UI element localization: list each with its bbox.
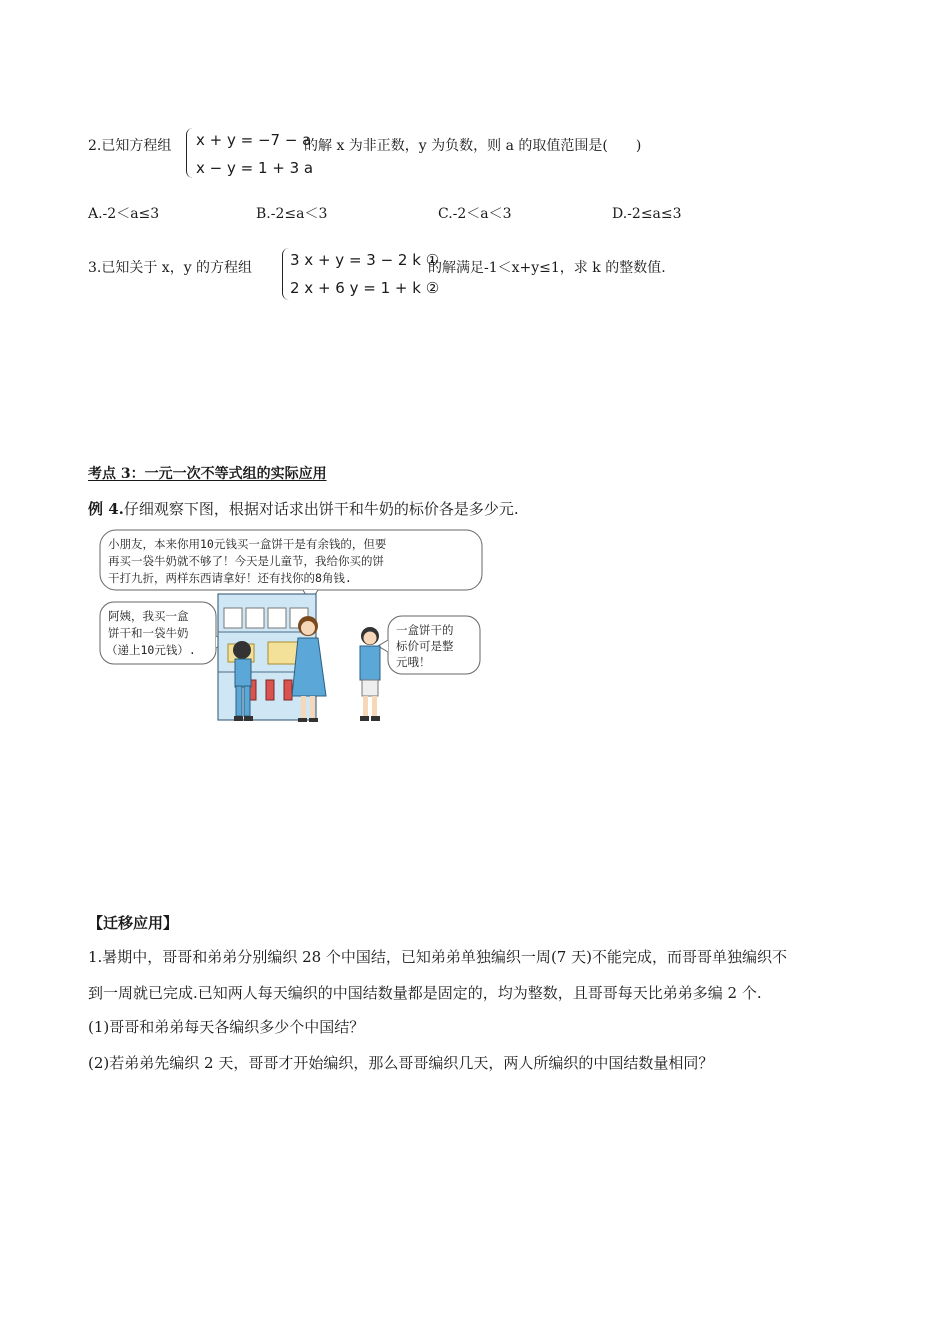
q2-option-d: D.-2≤a≤3: [612, 206, 682, 222]
q2-suffix: 的解 x 为非正数，y 为负数，则 a 的取值范围是( ): [304, 138, 642, 154]
bubble-right-line-2: 标价可是整: [396, 639, 454, 653]
q2-equation-1: x + y = −7 − a: [196, 131, 312, 149]
bubble-top-line-1: 小朋友，本来你用10元钱买一盒饼干是有余钱的，但要: [108, 537, 387, 551]
q2-brace: [186, 128, 194, 178]
q3-prefix: 3.已知关于 x，y 的方程组: [88, 260, 253, 276]
q2-option-b: B.-2≤a＜3: [256, 206, 328, 222]
boy-figure: [360, 627, 380, 721]
q2-option-c: C.-2＜a＜3: [438, 206, 512, 222]
bubble-right-line-1: 一盒饼干的: [396, 623, 454, 637]
shop-illustration: [98, 528, 484, 736]
transfer-subquestion-1: (1)哥哥和弟弟每天各编织多少个中国结？: [88, 1018, 365, 1036]
transfer-title: 【迁移应用】: [88, 914, 179, 932]
transfer-problem-line-2: 到一周就已完成.已知两人每天编织的中国结数量都是固定的，均为整数，且哥哥每天比弟弟多编 2 个.: [88, 984, 762, 1002]
q3-equation-1: 3 x + y = 3 − 2 k ①: [290, 251, 440, 269]
example-label: 例 4.: [88, 500, 124, 518]
bubble-top-line-2: 再买一袋牛奶就不够了！今天是儿童节，我给你买的饼: [108, 554, 384, 568]
example-4: [88, 498, 519, 520]
q3-brace: [282, 248, 290, 300]
bubble-top-line-3: 干打九折，两样东西请拿好！还有找你的8角钱.: [108, 571, 352, 585]
q2-option-a: A.-2＜a≤3: [88, 206, 160, 222]
example-text: 仔细观察下图，根据对话求出饼干和牛奶的标价各是多少元.: [123, 500, 519, 518]
bubble-left-line-1: 阿姨，我买一盒: [108, 609, 189, 623]
bubble-left-line-2: 饼干和一袋牛奶: [108, 626, 189, 640]
bubble-left-line-3: （递上10元钱）.: [106, 643, 196, 657]
q2-prefix: 2.已知方程组: [88, 138, 172, 154]
q3-equation-2: 2 x + 6 y = 1 + k ②: [290, 279, 440, 297]
transfer-subquestion-2: (2)若弟弟先编织 2 天，哥哥才开始编织，那么哥哥编织几天，两人所编织的中国结数量相同？: [88, 1054, 714, 1072]
transfer-problem-line-1: 1.暑期中，哥哥和弟弟分别编织 28 个中国结，已知弟弟单独编织一周(7 天)不能完成，而哥哥单独编织不: [88, 948, 787, 966]
q3-suffix: 的解满足-1＜x+y≤1，求 k 的整数值.: [428, 260, 666, 276]
q2-equation-2: x − y = 1 + 3 a: [196, 159, 314, 177]
bubble-right-line-3: 元哦！: [396, 655, 431, 669]
section-title: 考点 3：一元一次不等式组的实际应用: [88, 466, 327, 482]
